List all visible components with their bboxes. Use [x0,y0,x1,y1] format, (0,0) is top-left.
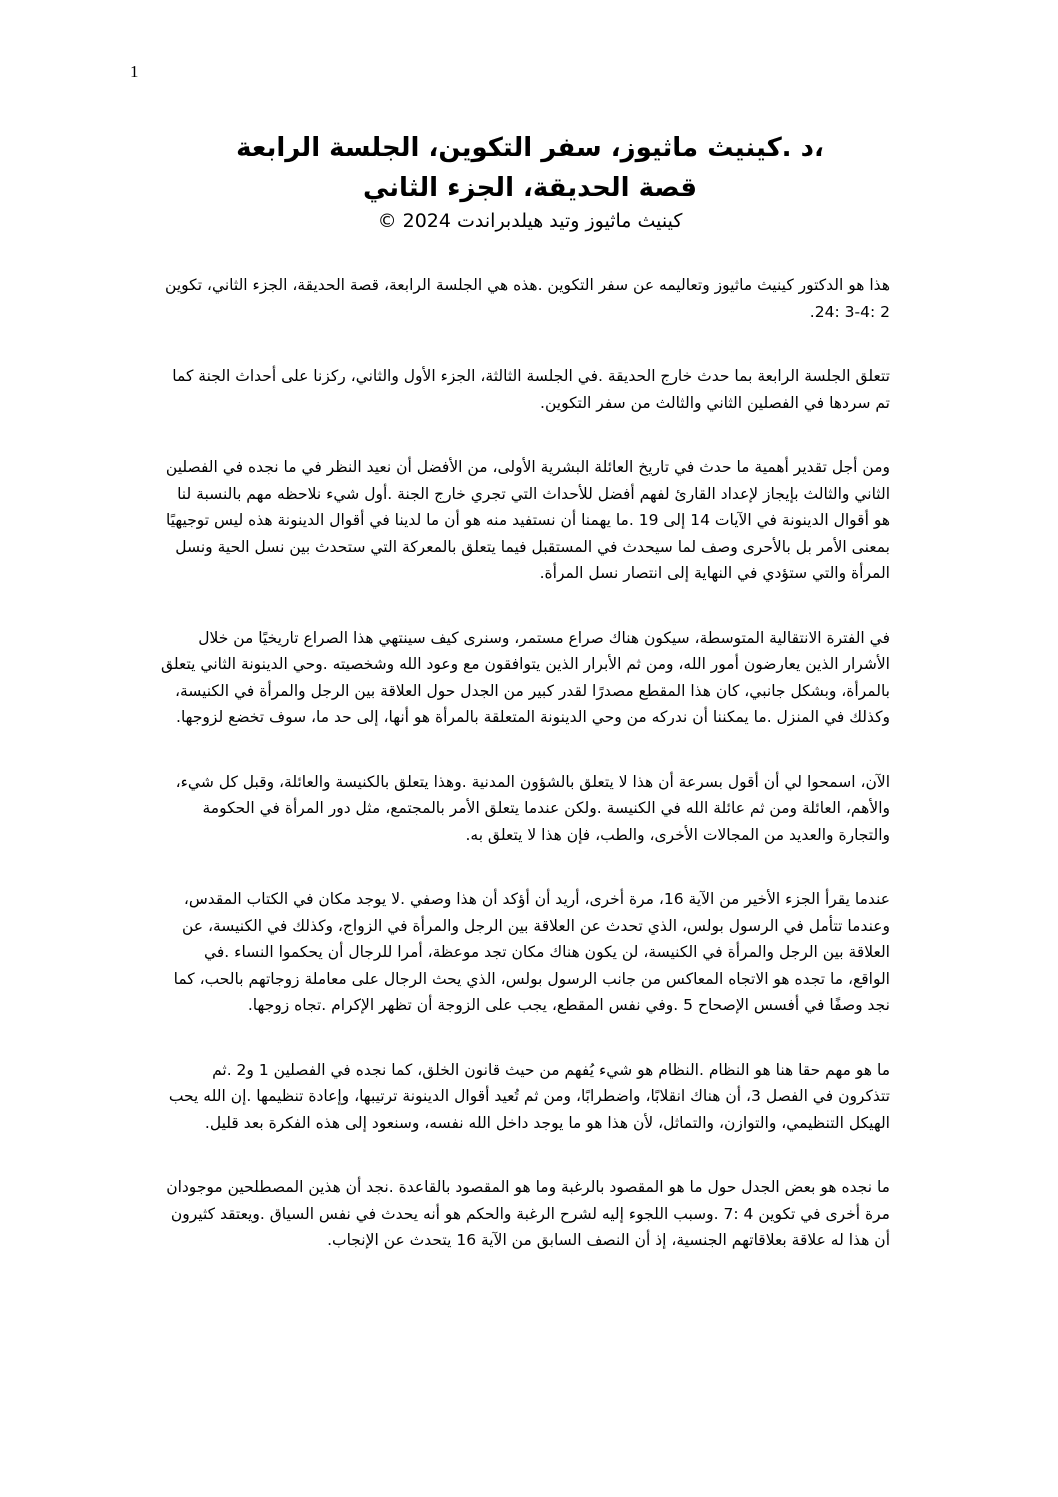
paragraph-8: ما نجده هو بعض الجدل حول ما هو المقصود بالرغبة وما هو المقصود بالقاعدة .نجد أن هذين المصطلحين موجودان مرة أخرى في تكوين 4 :7 .وسبب اللجوء إليه لشرح الرغبة والحكم هو أنه يحدث في نفس السياق .ويعتقد كثيرون أن هذا له علاقة بعلاقاتهم الجنسية، إذ أن النصف السابق من الآية 16 يتحدث عن الإنجاب. [166,1178,890,1249]
paragraph-4: في الفترة الانتقالية المتوسطة، سيكون هناك صراع مستمر، وسنرى كيف سينتهي هذا الصراع تاريخيًا من خلال الأشرار الذين يعارضون أمور الله، ومن ثم الأبرار الذين يتوافقون مع وعود الله وشخصيته .وحي الدينونة الثاني يتعلق بالمرأة، وبشكل جانبي، كان هذا المقطع مصدرًا لقدر كبير من الجدل حول العلاقة بين الرجل والمرأة في الكنيسة، وكذلك في المنزل .ما يمكننا أن ندركه من وحي الدينونة المتعلقة بالمرأة هو أنها، إلى حد ما، سوف تخضع لزوجها. [160,628,890,726]
page-number: 1 [130,62,139,81]
document-header [150,128,910,234]
document-title-line-1: ،د .كينيث ماثيوز، سفر التكوين، الجلسة الرابعة [236,133,824,163]
paragraph-1: هذا هو الدكتور كينيث ماثيوز وتعاليمه عن سفر التكوين .هذه هي الجلسة الرابعة، قصة الحديقة، الجزء الثاني، تكوين 2 :4-3 :24. [165,276,890,321]
document-body [160,272,890,1292]
paragraph-5: الآن، اسمحوا لي أن أقول بسرعة أن هذا لا يتعلق بالشؤون المدنية .وهذا يتعلق بالكنيسة والعائلة، وقبل كل شيء، والأهم، العائلة ومن ثم عائلة الله في الكنيسة .ولكن عندما يتعلق الأمر بالمجتمع، مثل دور المرأة في الحكومة والتجارة والعديد من المجالات الأخرى، والطب، فإن هذا لا يتعلق به. [175,772,890,844]
paragraph-3: ومن أجل تقدير أهمية ما حدث في تاريخ العائلة البشرية الأولى، من الأفضل أن نعيد النظر في ما نجده في الفصلين الثاني والثالث بإيجاز لإعداد القارئ لفهم أفضل للأحداث التي تجري خارج الجنة .أول شيء نلاحظه مهم بالنسبة لنا هو أقوال الدينونة في الآيات 14 إلى 19 .ما يهمنا أن نستفيد منه هو أن ما لدينا في أقوال الدينونة هذه ليس توجيهيًا بمعنى الأمر بل بالأحرى وصف لما سيحدث في المستقبل فيما يتعلق بالمعركة التي ستحدث بين نسل الحية ونسل المرأة والتي ستؤدي في النهاية إلى انتصار نسل المرأة. [165,458,890,582]
paragraph-6: عندما يقرأ الجزء الأخير من الآية 16، مرة أخرى، أريد أن أؤكد أن هذا وصفي .لا يوجد مكان في الكتاب المقدس، وعندما تتأمل في الرسول بولس، الذي تحدث عن العلاقة بين الرجل والمرأة في الزواج، وكذلك في الكنيسة، عن العلاقة بين الرجل والمرأة في الكنيسة، لن يكون هناك مكان تجد موعظة، أمرا للرجال أن يحكموا النساء .في الواقع، ما تجده هو الاتجاه المعاكس من جانب الرسول بولس، الذي يحث الرجال على معاملة زوجاتهم بالحب، كما نجد وصفًا في أفسس الإصحاح 5 .وفي نفس المقطع، يجب على الزوجة أن تظهر الإكرام .تجاه زوجها. [173,890,890,1014]
paragraph-2: تتعلق الجلسة الرابعة بما حدث خارج الحديقة .في الجلسة الثالثة، الجزء الأول والثاني، ركزنا على أحداث الجنة كما تم سردها في الفصلين الثاني والثالث من سفر التكوين. [172,367,890,412]
copyright-notice: كينيث ماثيوز وتيد هيلدبراندت 2024 © [377,210,683,232]
document-title-line-2: قصة الحديقة، الجزء الثاني [362,173,698,203]
paragraph-7: ما هو مهم حقا هنا هو النظام .النظام هو شيء يُفهم من حيث قانون الخلق، كما نجده في الفصلين 1 و2 .ثم تتذكرون في الفصل 3، أن هناك انقلابًا، واضطرابًا، ومن ثم تُعيد أقوال الدينونة ترتيبها، وإعادة تنظيمها .إن الله يحب الهيكل التنظيمي، والتوازن، والتماثل، لأن هذا هو ما يوجد داخل الله نفسه، وسنعود إلى هذه الفكرة بعد قليل. [168,1060,890,1132]
